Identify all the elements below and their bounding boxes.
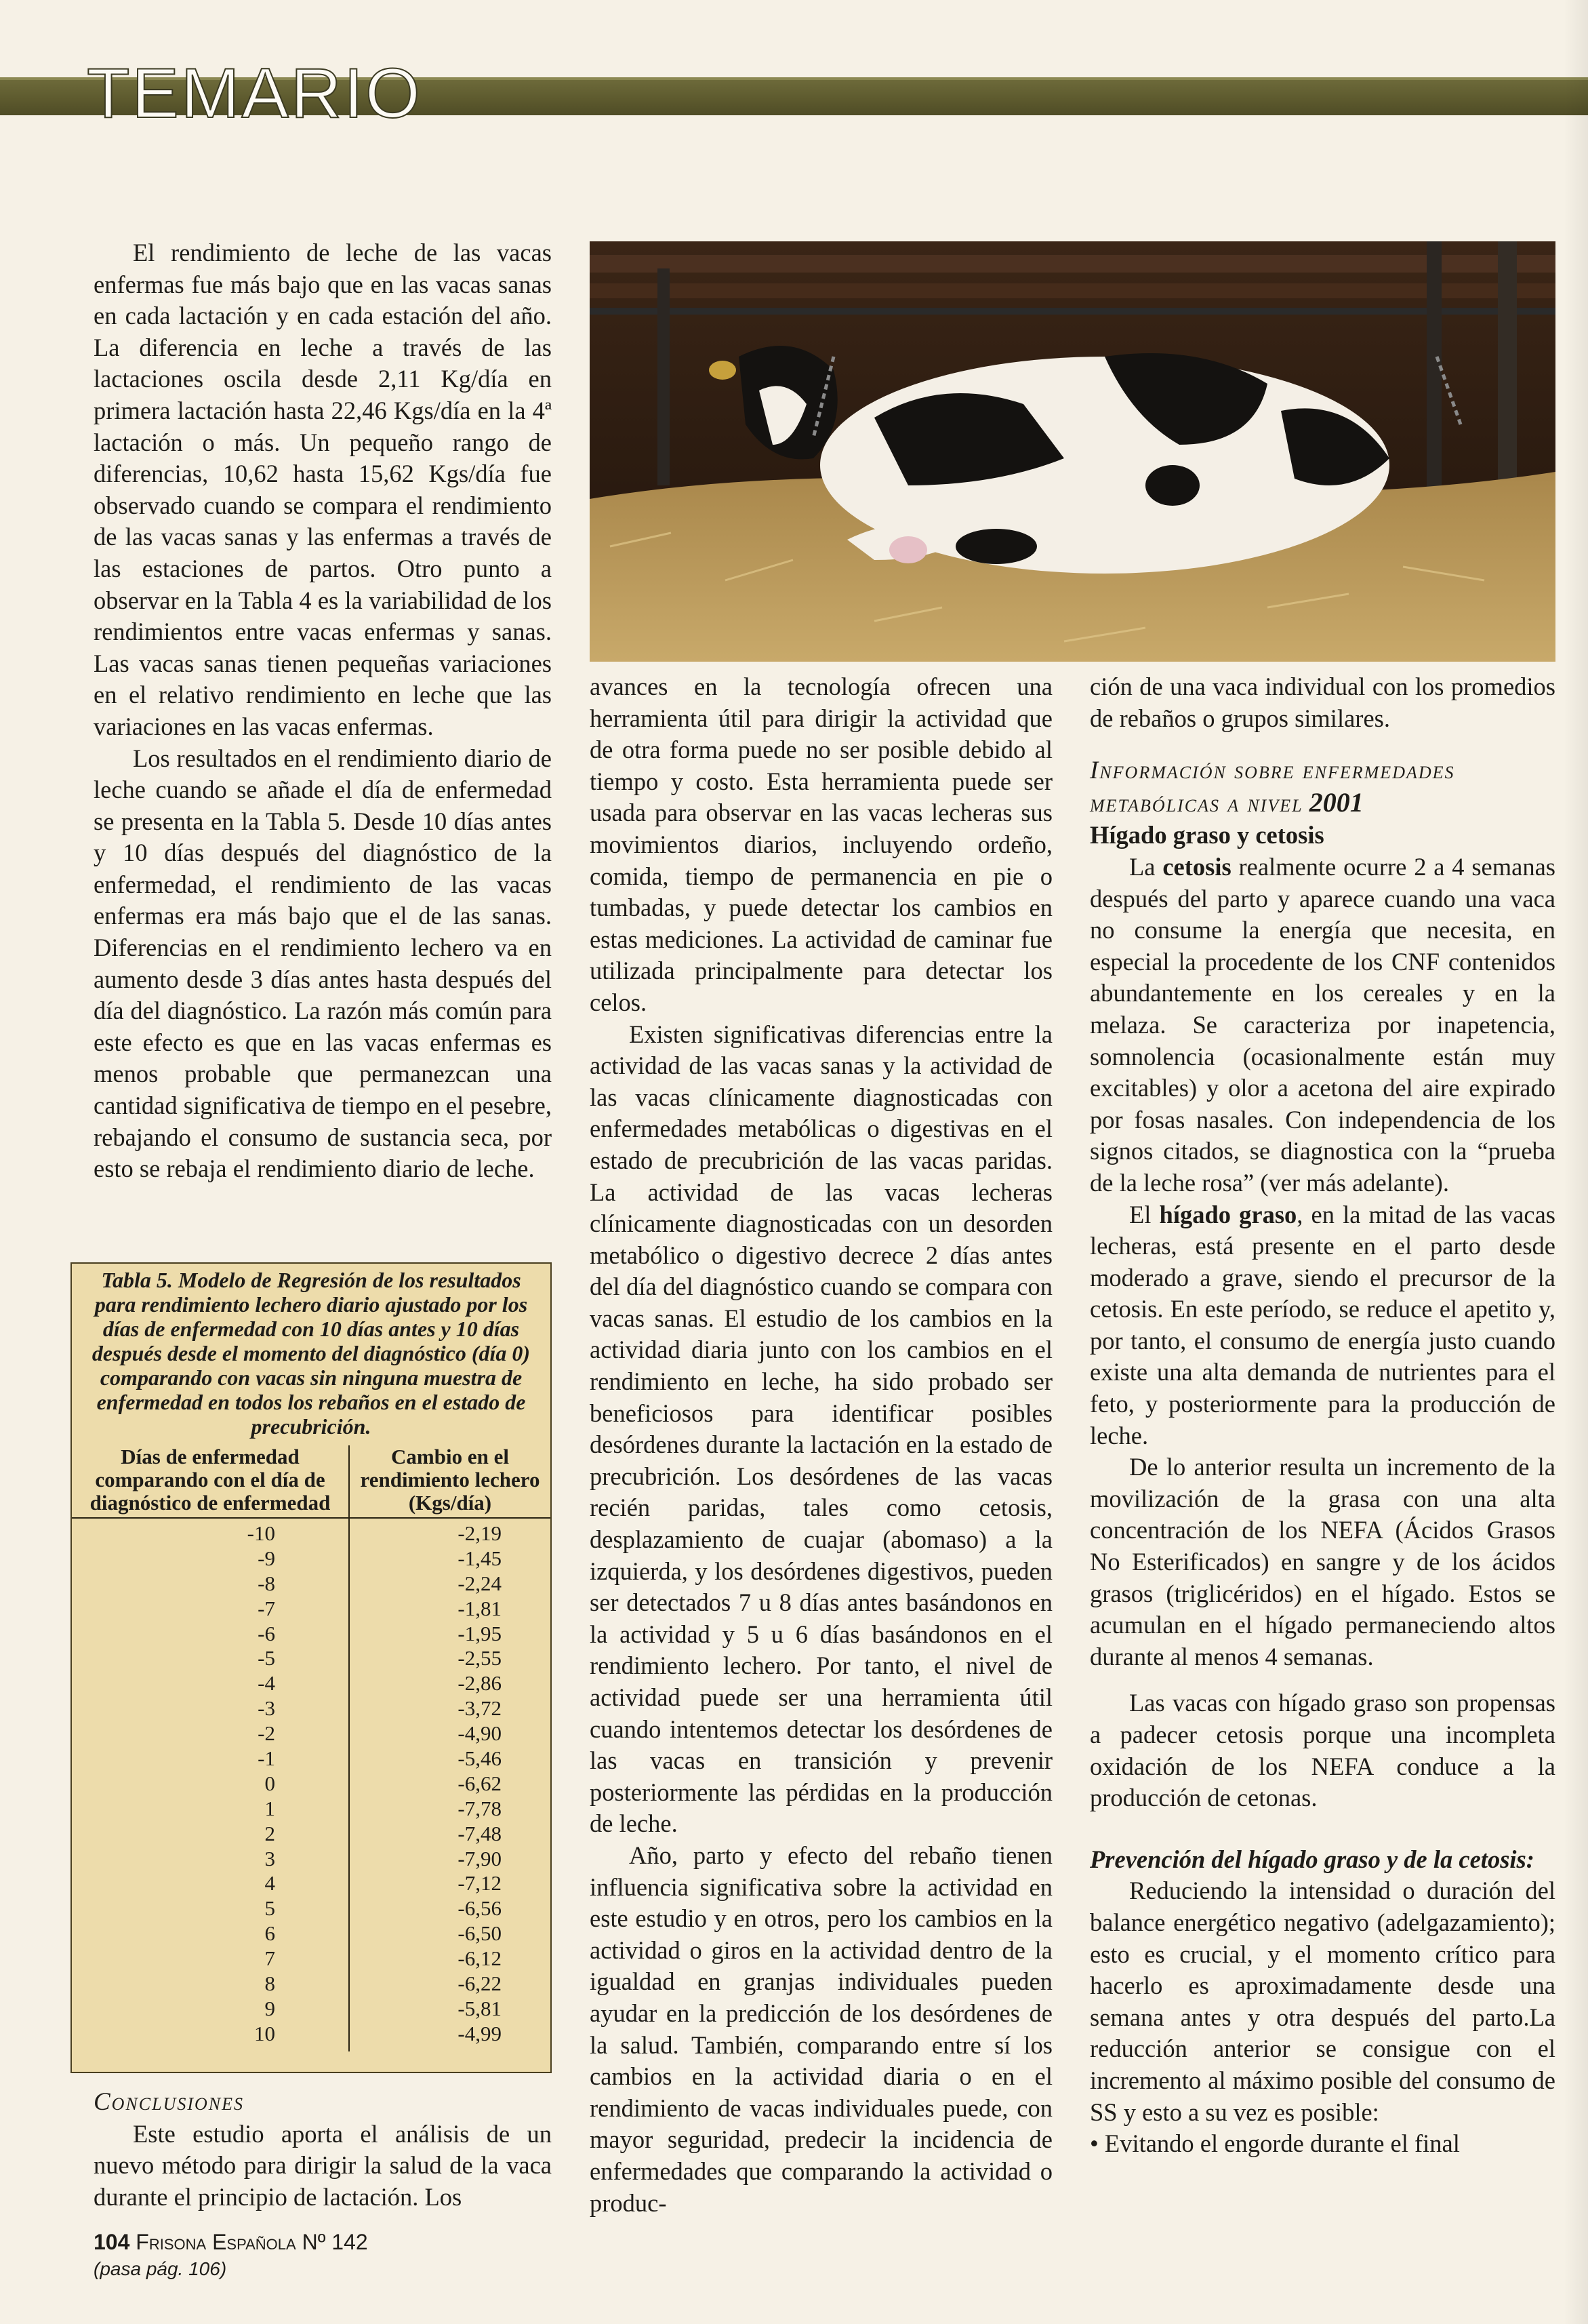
- col1-paragraph-3: Este estudio aporta el análisis de un nuevo método para dirigir la salud de la vaca durante el principio de lactación. Los: [94, 2119, 552, 2211]
- table-5-day-cell: 6: [264, 1921, 275, 1946]
- col1-paragraph-2: Los resultados en el rendimiento diario de leche cuando se añade el día de enfermedad se presenta en la Tabla 5. Desde 10 días antes y 10 días después del diagnóstico de la enfermedad, el rendimiento de las vacas enfermas era más bajo que el de las sanas. Diferencias en el rendimiento lechero va en aumento desde 3 días antes hasta después del día del diagnóstico. La razón más común para este efecto es que en las vacas enfermas es menos probable que permanezcan una cantidad significativa de tiempo en el pesebre, rebajando el consumo de sustancia seca, por esto se rebaja el rendimiento diario de leche.: [94, 744, 552, 1183]
- metabolic-heading-text: Información sobre enfermedades metabólicas a nivel: [1090, 757, 1455, 818]
- table-5-day-cell: -2: [258, 1721, 275, 1746]
- table-5-change-cell: -6,62: [457, 1771, 502, 1795]
- table-5-day-cell: -3: [258, 1696, 275, 1721]
- col3-paragraph-1: [1090, 852, 1555, 1199]
- table-5-change-cell: -6,12: [457, 1946, 502, 1971]
- table-5-day-cell: 9: [264, 1996, 275, 2020]
- table-5-caption: Tabla 5. Modelo de Regresión de los resultados para rendimiento lechero diario ajustado por los días de enfermedad con 10 días antes y 10 días después desde el momento del diagnóstico (día 0) comparando con vacas sin ninguna muestra de enfermedad en todos los rebaños en el estado de precubrición.: [91, 1268, 531, 1439]
- col3-p1-pre: La: [1129, 852, 1163, 881]
- table-5-day-cell: -7: [258, 1596, 275, 1620]
- page-footer: [94, 2228, 368, 2283]
- table-5-day-cell: 7: [264, 1946, 275, 1971]
- table-5-day-cell: 8: [264, 1971, 275, 1996]
- table-5-change-cell: -1,45: [457, 1546, 502, 1570]
- table-5-day-cell: -5: [258, 1646, 275, 1670]
- table-5-change-cell: -1,81: [457, 1596, 502, 1620]
- metabolic-heading-year: 2001: [1309, 786, 1364, 818]
- bullet-icon: •: [1090, 2129, 1105, 2158]
- table-5-col-days-header: Días de enfermedad comparando con el día de diagnóstico de enfermedad: [72, 1445, 350, 1517]
- table-5-change-cell: -4,90: [457, 1721, 502, 1746]
- table-5-change-cell: -2,86: [457, 1671, 502, 1696]
- table-5-change-cell: -1,95: [457, 1621, 502, 1645]
- issue-number: Nº 142: [302, 2230, 368, 2254]
- table-5-change-cell: -7,48: [457, 1821, 502, 1845]
- col3-p1-post: realmente ocurre 2 a 4 semanas después del parto y aparece cuando una vaca no consume la energía que necesita, en especial la procedente de los CNF contenidos abundantemente en los cereales y en la melaza. Se caracteriza por inapetencia, somnolencia (ocasionalmente están muy excitables) y olor a acetona del aire expirado por fosas nasales. Con independencia de los signos citados, se diagnostica con la “prueba de la leche rosa” (ver más adelante).: [1090, 852, 1555, 1197]
- col3-p2-post: , en la mitad de las vacas lecheras, está presente en el parto desde moderado a grave, siendo el precursor de la cetosis. En este período, se reduce el apetito y, por tanto, el consumo de energía justo cuando existe una alta demanda de nutrientes para el feto, y posteriormente para la producción de leche.: [1090, 1200, 1555, 1449]
- table-5-day-cell: -6: [258, 1621, 275, 1645]
- col2-paragraph-2: Existen significativas diferencias entre la actividad de las vacas sanas y la actividad de las vacas clínicamente diagnosticadas con enfermedades metabólicas o digestivas en el estado de precubrición de las vacas paridas. La actividad de las vacas lecheras clínicamente diagnosticadas con un desorden metabólico o digestivo decrece 2 días antes del día del diagnóstico cuando se compara con vacas sanas. El estudio de los cambios en la actividad diaria junto con los cambios en el rendimiento en leche, ha sido probado ser beneficiosos para identificar posibles desórdenes durante la lactación en la estado de precubrición. Los desórdenes de las vacas recién paridas, tales como cetosis, desplazamiento de cuajar (abomaso) a la izquierda, y los desórdenes digestivos, pueden ser detectados 7 u 8 días antes basándonos en la actividad y 5 u 6 días basándonos en el rendimiento lechero. Por tanto, el nivel de actividad puede ser una herramienta útil cuando intentemos detectar los desórdenes de las vacas en transición y prevenir posteriormente las pérdidas en la producción de leche.: [590, 1020, 1053, 1838]
- col3-paragraph-3: De lo anterior resulta un incremento de la movilización de la grasa con una alta concentración de los NEFA (Ácidos Grasos No Esterificados) en sangre y de los ácidos grasos (triglicéridos) en el hígado. Estos se acumulan en el hígado permaneciendo altos durante al menos 4 semanas.: [1090, 1453, 1555, 1670]
- continued-note: (pasa pág. 106): [94, 2258, 227, 2279]
- prevention-heading: Prevención del hígado graso y de la cetosis:: [1090, 1845, 1534, 1873]
- table-5-change-cell: -4,99: [457, 2021, 502, 2045]
- table-5-day-cell: 3: [264, 1846, 275, 1870]
- table-5-day-cell: -9: [258, 1546, 275, 1570]
- col1-paragraph-1: El rendimiento de leche de las vacas enfermas fue más bajo que en las vacas sanas en cada lactación y en cada estación del año. La diferencia en leche a través de las lactaciones oscila desde 2,11 Kg/día en primera lactación hasta 22,46 Kgs/día en la 4ª lactación o más. Un pequeño rango de diferencias, 10,62 hasta 15,62 Kgs/día fue observado cuando se compara el rendimiento de las vacas sanas y las enfermas a través de las estaciones de partos. Otro punto a observar en la Tabla 4 es la variabilidad de los rendimientos entre vacas enfermas y sanas. Las vacas sanas tienen pequeñas variaciones en el relativo rendimiento en leche que las variaciones en las vacas enfermas.: [94, 239, 552, 740]
- table-5-change-cell: -2,19: [457, 1521, 502, 1545]
- table-5-change-cell: -6,56: [457, 1896, 502, 1921]
- bullet-item: [1090, 2128, 1555, 2160]
- table-5: [70, 1262, 552, 2073]
- metabolic-heading: [1090, 755, 1555, 820]
- table-5-day-cell: 1: [264, 1796, 275, 1820]
- col2-paragraph-3: Año, parto y efecto del rebaño tienen influencia significativa sobre la actividad en este estudio y en otros, pero los cambios en la actividad o giros en la actividad dentro de la igualdad en granjas individuales pueden ayudar en la predicción de los desórdenes de la salud. También, comparando entre sí los cambios en la actividad diaria o en el rendimiento de vacas individuales puede, con mayor seguridad, predecir la incidencia de enfermedades que comparando la actividad o produc-: [590, 1841, 1053, 2217]
- conclusions-heading: Conclusiones: [94, 2088, 245, 2116]
- table-5-day-cell: -10: [247, 1521, 275, 1545]
- fatty-liver-heading: Hígado graso y cetosis: [1090, 821, 1324, 849]
- table-5-change-cell: -6,22: [457, 1971, 502, 1996]
- bullet-text: Evitando el engorde durante el final: [1104, 2129, 1460, 2158]
- table-5-day-cell: -8: [258, 1571, 275, 1595]
- column-1-conclusions: [94, 2087, 552, 2213]
- col3-paragraph-0: ción de una vaca individual con los promedios de rebaños o grupos similares.: [1090, 673, 1555, 732]
- col3-paragraph-5: Reduciendo la intensidad o duración del balance energético negativo (adelgazamiento); esto es crucial, y el momento crítico para hacerlo es aproximadamente desde una semana antes y otra después del parto.La reducción anterior se consigue con el incremento al máximo posible del consumo de SS y esto a su vez es posible:: [1090, 1877, 1555, 2126]
- page-number: 104: [94, 2230, 130, 2254]
- col3-p2-pre: El: [1129, 1200, 1160, 1228]
- column-1: [94, 237, 552, 1185]
- table-5-change-cell: -5,46: [457, 1746, 502, 1771]
- table-5-day-cell: -4: [258, 1671, 275, 1696]
- table-5-change-cell: -7,78: [457, 1796, 502, 1820]
- table-5-day-cell: 10: [254, 2021, 275, 2045]
- col2-paragraph-1: avances en la tecnología ofrecen una herramienta útil para dirigir la actividad que de otra forma puede no ser posible debido al tiempo y costo. Esta herramienta puede ser usada para observar en las vacas lecheras sus movimientos diarios, incluyendo ordeño, comida, tiempo de permanencia en pie o tumbadas, y puede detectar los cambios en estas mediciones. La actividad de caminar fue utilizada principalmente para detectar los celos.: [590, 673, 1053, 1016]
- table-5-day-cell: 0: [264, 1771, 275, 1795]
- table-5-change-cell: -3,72: [457, 1696, 502, 1721]
- page-edge-shadow: [1564, 0, 1588, 2324]
- column-2: [590, 671, 1053, 2219]
- col3-p2-bold: hígado graso: [1159, 1200, 1297, 1228]
- table-5-body: [72, 1519, 550, 2051]
- col3-paragraph-4: Las vacas con hígado graso son propensas a padecer cetosis porque una incompleta oxidación de los NEFA conduce a la producción de cetonas.: [1090, 1689, 1555, 1812]
- table-5-days-column: [72, 1519, 350, 2051]
- photo-cow-lying-in-stall: [590, 241, 1555, 662]
- col3-paragraph-2: [1090, 1199, 1555, 1452]
- table-5-header: [72, 1445, 550, 1519]
- footer-line: [94, 2228, 368, 2256]
- table-5-change-cell: -5,81: [457, 1996, 502, 2020]
- table-5-change-column: [350, 1519, 550, 2051]
- table-5-day-cell: 2: [264, 1821, 275, 1845]
- col3-p1-bold: cetosis: [1162, 852, 1231, 881]
- table-5-change-cell: -6,50: [457, 1921, 502, 1946]
- table-5-change-cell: -7,12: [457, 1871, 502, 1896]
- table-5-change-cell: -2,24: [457, 1571, 502, 1595]
- section-title: TEMARIO: [87, 54, 422, 133]
- table-5-day-cell: 4: [264, 1871, 275, 1896]
- magazine-name: Frisona Española: [136, 2230, 296, 2254]
- table-5-day-cell: 5: [264, 1896, 275, 1921]
- column-3: [1090, 671, 1555, 2160]
- table-5-day-cell: -1: [258, 1746, 275, 1771]
- table-5-col-change-header: Cambio en el rendimiento lechero (Kgs/día): [360, 1445, 540, 1515]
- table-5-change-cell: -2,55: [457, 1646, 502, 1670]
- table-5-change-cell: -7,90: [457, 1846, 502, 1870]
